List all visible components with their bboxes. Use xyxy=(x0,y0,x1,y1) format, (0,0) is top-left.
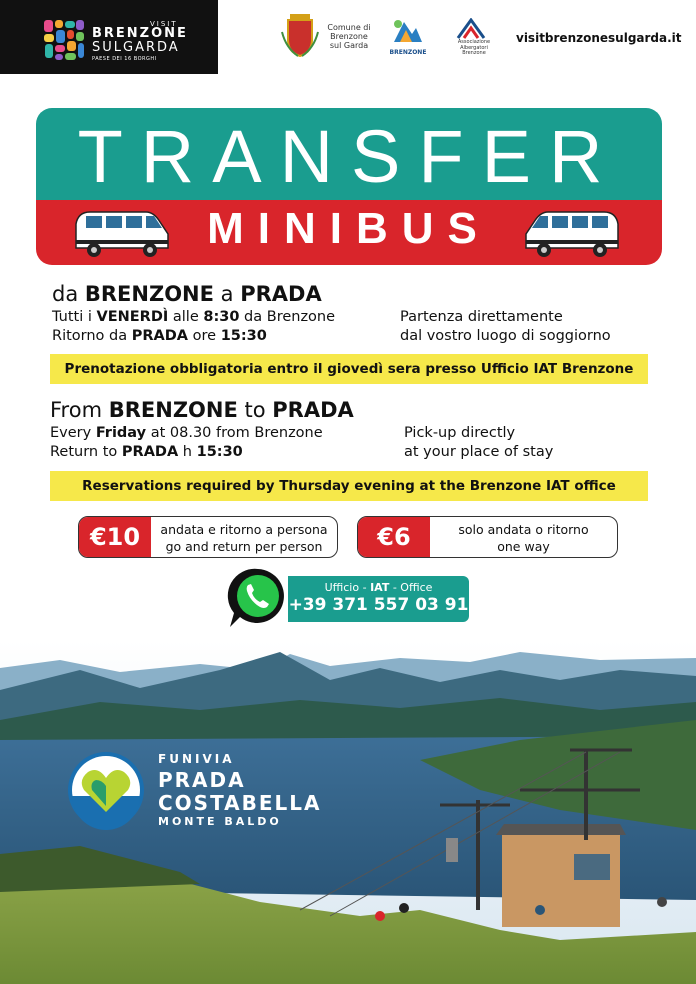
transfer-banner xyxy=(36,108,662,265)
brand-line1: BRENZONE xyxy=(92,26,188,41)
comune-crest-icon xyxy=(280,12,320,58)
english-departure: Every Friday at 08.30 from Brenzone xyxy=(50,425,323,441)
website-link[interactable]: visitbrenzonesulgarda.it xyxy=(516,31,682,45)
italian-return: Ritorno da PRADA ore 15:30 xyxy=(52,328,267,344)
proloco-text: BRENZONE xyxy=(389,49,427,56)
minibus-right-icon xyxy=(522,208,622,260)
albergatori-logo-icon xyxy=(456,18,486,40)
english-heading: From BRENZONE to PRADA xyxy=(50,398,354,422)
albergatori-text: Associazione Albergatori Brenzone xyxy=(457,39,491,56)
english-pickup: Pick-up directly at your place of stay xyxy=(404,425,554,460)
funivia-name1: PRADA xyxy=(158,768,246,792)
proloco-logo-icon xyxy=(390,16,424,46)
price-return xyxy=(78,516,338,558)
funivia-label: FUNIVIA xyxy=(158,752,235,766)
contact-phone[interactable]: +39 371 557 03 91 xyxy=(288,595,469,615)
contact-label: Ufficio - IAT - Office xyxy=(324,581,433,594)
funivia-subtitle: MONTE BALDO xyxy=(158,815,282,828)
funivia-name2: COSTABELLA xyxy=(158,791,322,815)
whatsapp-icon[interactable] xyxy=(226,565,290,631)
price-oneway-amount: €6 xyxy=(358,517,430,557)
price-return-amount: €10 xyxy=(79,517,151,557)
italian-pickup: Partenza direttamente dal vostro luogo di soggiorno xyxy=(400,309,611,344)
brand-line2: SULGARDA xyxy=(92,40,180,55)
brand-visit: VISIT xyxy=(150,20,178,28)
brand-tagline: PAESE DEI 16 BORGHI xyxy=(92,56,157,62)
english-reservation-notice: Reservations required by Thursday evening at the Brenzone IAT office xyxy=(50,471,648,501)
english-return: Return to PRADA h 15:30 xyxy=(50,444,243,460)
price-oneway-desc: solo andata o ritorno one way xyxy=(458,522,589,554)
price-oneway xyxy=(357,516,618,558)
italian-departure: Tutti i VENERDÌ alle 8:30 da Brenzone xyxy=(52,309,336,325)
mosaic-logo-icon xyxy=(42,18,86,62)
funivia-logo-icon xyxy=(66,750,146,830)
comune-text: Comune di Brenzone sul Garda xyxy=(327,23,371,50)
banner-subtitle: MINIBUS xyxy=(207,204,491,253)
italian-reservation-notice: Prenotazione obbligatoria entro il giovedì sera presso Ufficio IAT Brenzone xyxy=(50,354,648,384)
price-return-desc: andata e ritorno a persona go and return per person xyxy=(160,522,328,554)
visit-brenzone-logo xyxy=(0,0,218,74)
banner-title: TRANSFER xyxy=(77,115,621,198)
minibus-left-icon xyxy=(72,208,172,260)
contact-box[interactable] xyxy=(288,576,469,622)
italian-heading: da BRENZONE a PRADA xyxy=(52,282,322,306)
